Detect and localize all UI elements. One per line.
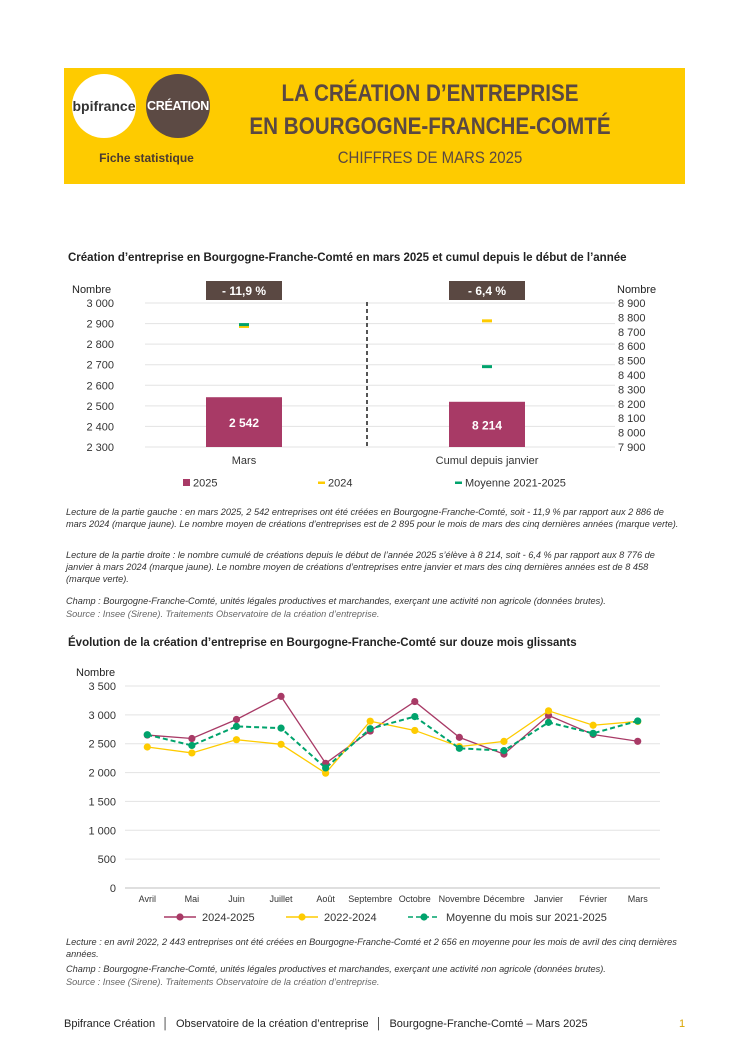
chart2-point	[411, 698, 418, 705]
chart2-tick: 2 500	[88, 738, 116, 751]
chart2-champ: Champ : Bourgogne-Franche-Comté, unités légales productives et marchandes, exerçant une activité non agricole (données brutes).	[66, 964, 606, 974]
chart2-category-label: Février	[579, 894, 608, 904]
page-number: 1	[679, 1018, 686, 1030]
chart2-point	[188, 749, 195, 756]
chart2-category-label: Janvier	[534, 894, 564, 904]
chart2-point	[233, 716, 240, 723]
chart1-svg	[60, 278, 670, 498]
chart1-left-tick: 2 500	[86, 400, 114, 413]
chart2-point	[233, 736, 240, 743]
chart1-legend-swatch	[455, 482, 462, 485]
chart2-tick: 1 500	[88, 796, 116, 809]
chart1-legend-label: 2025	[193, 477, 218, 490]
chart1-left-tick: 2 800	[86, 339, 114, 352]
chart1-left-tick: 2 300	[86, 442, 114, 454]
footer-region-date: Bourgogne-Franche-Comté – Mars 2025	[389, 1018, 588, 1030]
chart1-right-tick: 8 000	[618, 427, 646, 440]
chart2-category-label: Mars	[627, 894, 648, 904]
chart1-right-tick: 8 300	[618, 384, 646, 397]
chart1-champ: Champ : Bourgogne-Franche-Comté, unités légales productives et marchandes, exerçant une activité non agricole (données brutes).	[66, 596, 606, 606]
bpifrance-logo	[72, 74, 136, 138]
chart2-point	[545, 719, 552, 726]
chart1-title: Création d’entreprise en Bourgogne-Franche-Comté en mars 2025 et cumul depuis le début de l’année	[68, 252, 627, 264]
chart2-axis-label: Nombre	[76, 667, 116, 679]
creation-logo-text: CRÉATION	[147, 99, 209, 113]
chart2-legend-label: 2022-2024	[324, 912, 377, 924]
chart1-legend-swatch	[183, 479, 190, 486]
chart1-marker-moyenne	[239, 323, 249, 326]
fiche-label: Fiche statistique	[99, 151, 194, 165]
chart2-point	[411, 727, 418, 734]
page-title-line2: EN BOURGOGNE-FRANCHE-COMTÉ	[249, 113, 611, 140]
chart2-legend-marker	[298, 913, 305, 920]
footer-brand: Bpifrance Création	[64, 1018, 156, 1030]
chart2-series-line	[147, 711, 637, 773]
chart2-category-label: Octobre	[398, 894, 431, 904]
chart1-left-tick: 2 400	[86, 421, 114, 434]
chart2-point	[367, 718, 374, 725]
chart2-point	[545, 707, 552, 714]
chart1-right-tick: 8 100	[618, 413, 646, 426]
chart2-tick: 500	[97, 854, 116, 867]
chart2-category-label: Mai	[184, 894, 200, 904]
footer-observatory: Observatoire de la création d’entreprise	[175, 1018, 369, 1030]
chart1-right-axis-label: Nombre	[617, 284, 657, 296]
chart2-category-label: Décembre	[483, 894, 525, 904]
chart2-legend-label: 2024-2025	[202, 912, 255, 924]
chart2-point	[590, 722, 597, 729]
chart1-bar-label: 2 542	[228, 416, 260, 431]
chart1-note-right: Lecture de la partie droite : le nombre cumulé de créations depuis le début de l’année 2025 s’élève à 8 214, soit - 6,4 % par rapport aux 8 776 de janvier à mars 2024 (marque jaune). Le nombre moyen de créations d’entreprises entre janvier et mars des cinq dernières années est de 8 458 (marque verte).	[66, 550, 655, 584]
chart2-point	[277, 693, 284, 700]
chart1-legend-label: Moyenne 2021-2025	[465, 477, 566, 490]
chart2-point	[500, 738, 507, 745]
chart2-point	[188, 742, 195, 749]
chart2-point	[367, 725, 374, 732]
chart1-note-left: Lecture de la partie gauche : en mars 2025, 2 542 entreprises ont été créées en Bourgogne-Franche-Comté, soit - 11,9 % par rapport aux 2 886 de mars 2024 (marque jaune). Le nombre moyen de créations d’entreprises est de 2 895 pour le mois de mars des cinq dernières années (marque verte).	[66, 507, 679, 529]
chart2-legend-label: Moyenne du mois sur 2021-2025	[446, 912, 607, 924]
chart2-source: Source : Insee (Sirene). Traitements Observatoire de la création d’entreprise.	[66, 977, 380, 987]
chart2-point	[233, 723, 240, 730]
chart1-left-tick: 2 600	[86, 380, 114, 393]
chart1-source: Source : Insee (Sirene). Traitements Observatoire de la création d’entreprise.	[66, 609, 380, 619]
chart1-left-axis-label: Nombre	[72, 284, 112, 296]
footer: Bpifrance Création │ Observatoire de la création d’entreprise │ Bourgogne-Franche-Comté – Mars 2025	[64, 1018, 588, 1030]
chart1-right-tick: 7 900	[618, 442, 646, 454]
chart2-title: Évolution de la création d’entreprise en Bourgogne-Franche-Comté sur douze mois glissants	[68, 637, 577, 649]
chart2-point	[144, 731, 151, 738]
chart2-point	[634, 738, 641, 745]
chart1-category-label: Cumul depuis janvier	[435, 455, 539, 467]
chart2-tick: 3 500	[88, 681, 116, 693]
chart2-point	[144, 743, 151, 750]
chart2-legend-marker	[176, 913, 183, 920]
chart1-left-tick: 2 900	[86, 318, 114, 331]
chart1-variation-label: - 6,4 %	[467, 284, 507, 298]
bpifrance-logo-text: bpifrance	[72, 98, 136, 114]
chart2-tick: 2 000	[88, 767, 116, 780]
chart2-category-label: Août	[316, 894, 335, 904]
chart1-right-tick: 8 800	[618, 312, 646, 325]
chart2-point	[590, 730, 597, 737]
chart2-svg	[60, 662, 680, 930]
chart2-legend-marker	[420, 913, 427, 920]
chart2-category-label: Novembre	[438, 894, 481, 904]
chart1-category-label: Mars	[231, 455, 257, 467]
chart2-lecture: Lecture : en avril 2022, 2 443 entreprises ont été créées en Bourgogne-Franche-Comté et 2 656 en moyenne pour les mois de avril des cinq dernières années.	[66, 937, 677, 959]
chart2-tick: 0	[109, 883, 116, 895]
chart1-left-tick: 2 700	[86, 359, 114, 372]
chart2-point	[322, 764, 329, 771]
chart2-category-label: Septembre	[348, 894, 393, 904]
chart2-point	[277, 741, 284, 748]
chart2-point	[188, 735, 195, 742]
creation-logo	[146, 74, 210, 138]
chart1-legend-swatch	[318, 482, 325, 485]
chart2-series-line	[147, 717, 637, 768]
chart1-variation-label: - 11,9 %	[221, 284, 267, 298]
chart1-right-tick: 8 600	[618, 341, 646, 354]
chart1-marker-2024	[482, 319, 492, 322]
chart1-right-tick: 8 200	[618, 398, 646, 411]
chart2-point	[411, 713, 418, 720]
chart1-right-tick: 8 400	[618, 370, 646, 382]
chart1-marker-moyenne	[482, 365, 492, 368]
chart1-right-tick: 8 900	[618, 298, 646, 310]
chart2-point	[277, 725, 284, 732]
chart2-tick: 1 000	[88, 825, 116, 838]
chart2-category-label: Juin	[228, 894, 245, 904]
chart2-point	[500, 747, 507, 754]
chart2-point	[456, 734, 463, 741]
chart2-category-label: Juillet	[269, 894, 293, 904]
page-subtitle: CHIFFRES DE MARS 2025	[337, 148, 523, 167]
chart2-tick: 3 000	[88, 709, 116, 722]
chart2-series-line	[147, 696, 637, 763]
chart1-bar-label: 8 214	[471, 418, 503, 433]
chart1-left-tick: 3 000	[86, 298, 114, 310]
chart1-right-tick: 8 500	[618, 355, 646, 368]
page-title-line1: LA CRÉATION D’ENTREPRISE	[281, 80, 579, 107]
chart2-point	[634, 717, 641, 724]
chart1-legend-label: 2024	[328, 477, 353, 490]
chart1-right-tick: 8 700	[618, 326, 646, 339]
chart2-point	[456, 745, 463, 752]
chart2-category-label: Avril	[138, 894, 156, 904]
